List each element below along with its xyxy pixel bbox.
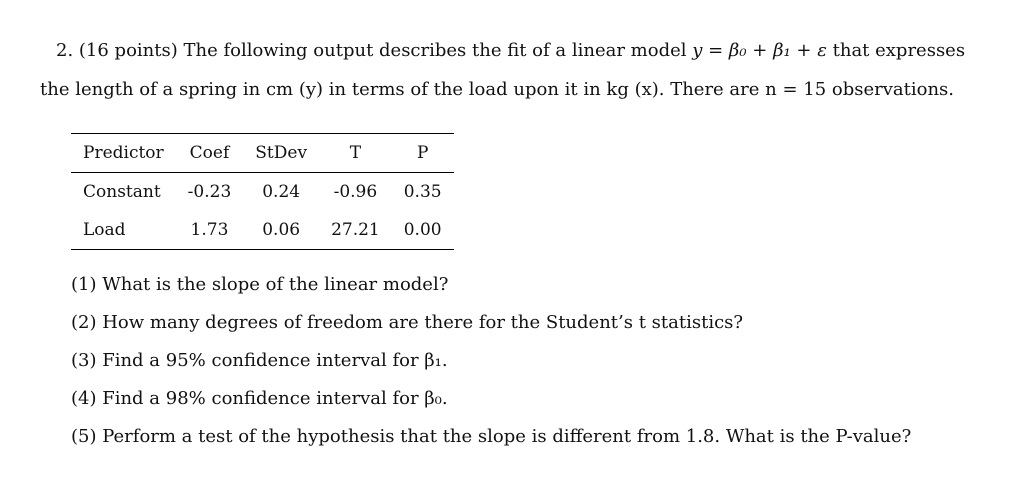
regression-output-table: [71, 133, 454, 250]
question-1: (1) What is the slope of the linear model?: [71, 274, 449, 295]
cell: Constant: [83, 182, 161, 202]
question-3: (3) Find a 95% confidence interval for β₁.: [71, 350, 448, 371]
cell: 0.35: [403, 182, 442, 202]
table-header-row: [71, 134, 454, 173]
cell: -0.96: [333, 182, 378, 202]
cell: 27.21: [331, 220, 380, 240]
table-row: [71, 211, 454, 250]
question-4: (4) Find a 98% confidence interval for β₀.: [71, 388, 448, 409]
header-p: P: [416, 143, 429, 163]
question-2: (2) How many degrees of freedom are there for the Student’s t statistics?: [71, 312, 744, 333]
text: 2. (16 points) The following output describes the fit of a linear model: [56, 40, 693, 61]
question-5: (5) Perform a test of the hypothesis that the slope is different from 1.8. What is the P-value?: [71, 426, 912, 447]
cell: 0.00: [403, 220, 442, 240]
table-row: [71, 173, 454, 212]
cell: -0.23: [187, 182, 232, 202]
cell: 1.73: [190, 220, 229, 240]
cell: Load: [83, 220, 126, 240]
text: that expresses: [826, 40, 966, 61]
problem-statement-line1: [56, 40, 965, 61]
header-coef: Coef: [189, 143, 230, 163]
model-equation: y = β₀ + β₁ + ε: [692, 40, 827, 61]
header-predictor: Predictor: [83, 143, 164, 163]
cell: 0.24: [262, 182, 301, 202]
header-stdev: StDev: [255, 143, 308, 163]
cell: 0.06: [262, 220, 301, 240]
header-t: T: [349, 143, 362, 163]
problem-statement-line2: the length of a spring in cm (y) in terms of the load upon it in kg (x). There are n = 15 observations.: [40, 79, 955, 100]
